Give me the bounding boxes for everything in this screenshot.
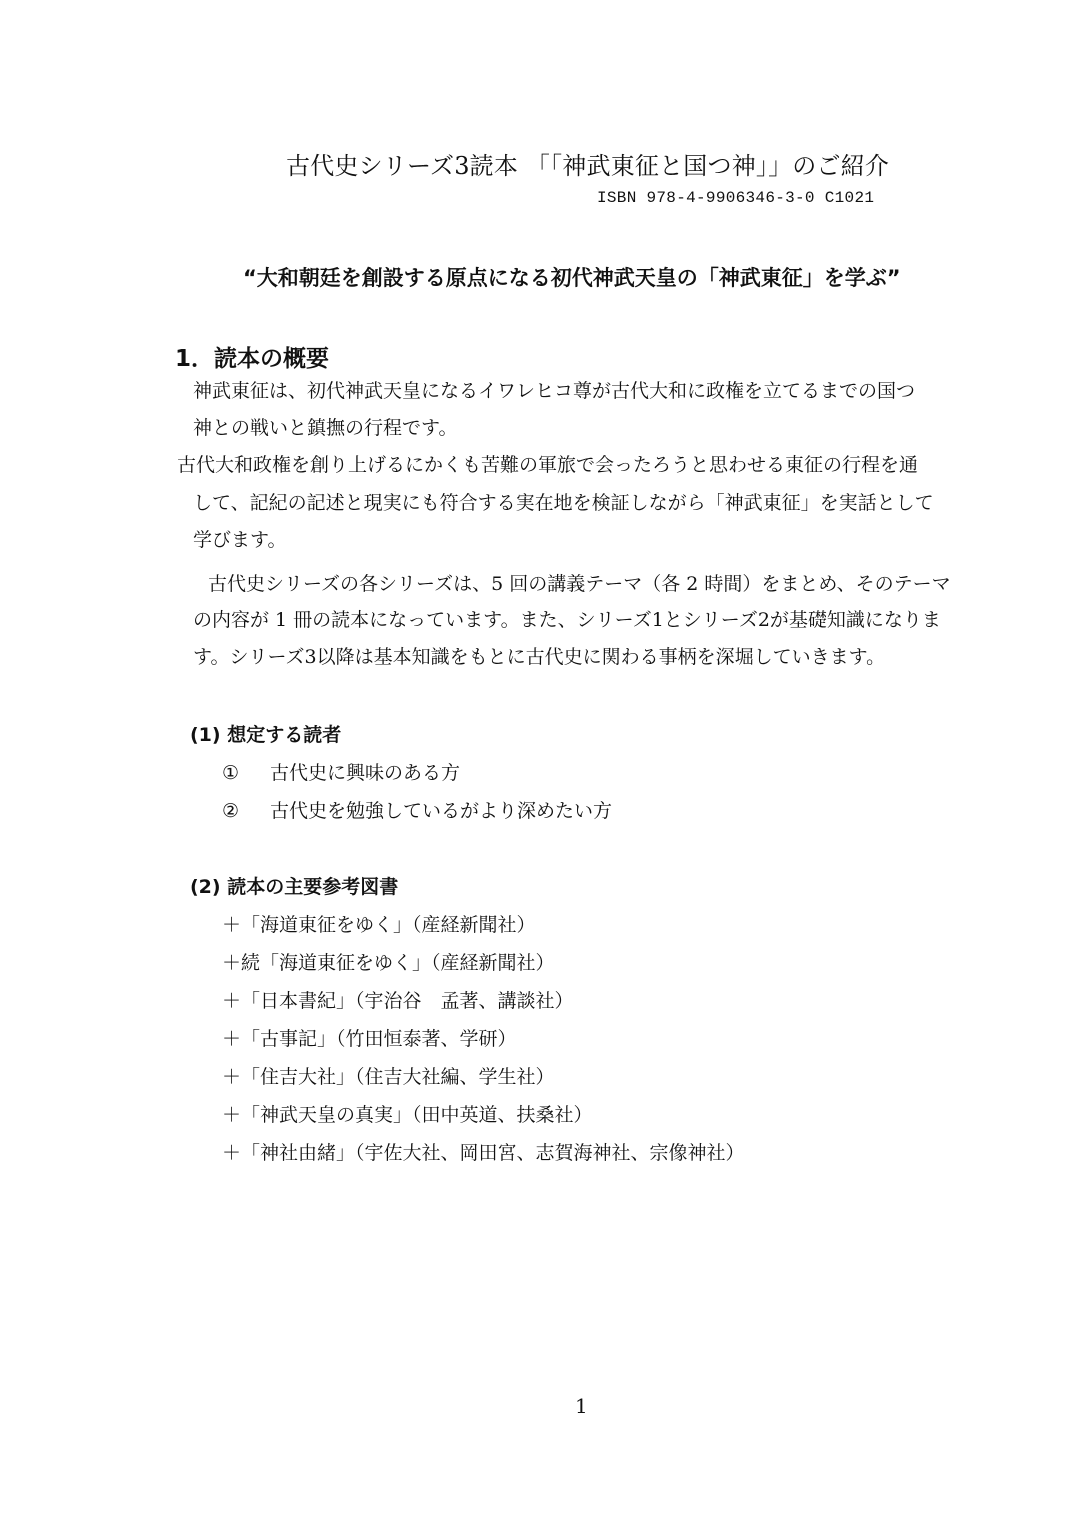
overview-line-3: 古代大和政権を創り上げるにかくも苦難の軍旅で会ったろうと思わせる東征の行程を通	[177, 454, 919, 476]
overview-line-1: 神武東征は、初代神武天皇になるイワレヒコ尊が古代大和に政権を立てるまでの国つ	[193, 380, 916, 402]
document-subtitle: “大和朝廷を創設する原点になる初代神武天皇の「神武東征」を学ぶ”	[243, 266, 901, 290]
section-heading-overview: 1．読本の概要	[175, 346, 330, 372]
overview-line-7: の内容が 1 冊の読本になっています。また、シリーズ1とシリーズ2が基礎知識になりま	[193, 609, 941, 631]
reference-item: ＋「住吉大社」（住吉大社編、学生社）	[222, 1066, 555, 1088]
page-number: 1	[575, 1394, 588, 1418]
reader-item-marker: ②	[222, 800, 240, 822]
overview-line-4: して、記紀の記述と現実にも符合する実在地を検証しながら「神武東征」を実話として	[193, 492, 934, 514]
reference-item: ＋「神社由緒」（宇佐大社、岡田宮、志賀海神社、宗像神社）	[222, 1142, 745, 1164]
reader-item-marker: ①	[222, 762, 240, 784]
document-title: 古代史シリーズ3読本 「「神武東征と国つ神」」のご紹介	[286, 152, 890, 180]
reference-item: ＋続「海道東征をゆく」（産経新聞社）	[222, 952, 555, 974]
reader-item-text: 古代史を勉強しているがより深めたい方	[270, 800, 613, 822]
reference-item: ＋「日本書紀」（宇治谷 孟著、講談社）	[222, 990, 574, 1012]
reader-item-text: 古代史に興味のある方	[270, 762, 461, 784]
reader-item	[222, 796, 612, 823]
readers-heading: (1) 想定する読者	[190, 724, 342, 746]
overview-line-5: 学びます。	[193, 529, 287, 551]
overview-line-2: 神との戦いと鎮撫の行程です。	[193, 417, 458, 439]
reference-item: ＋「古事記」（竹田恒泰著、学研）	[222, 1028, 517, 1050]
reference-item: ＋「神武天皇の真実」（田中英道、扶桑社）	[222, 1104, 593, 1126]
isbn-code: ISBN 978-4-9906346-3-0 C1021	[597, 189, 875, 207]
references-heading: (2) 読本の主要参考図書	[190, 876, 399, 898]
overview-line-6: 古代史シリーズの各シリーズは、5 回の講義テーマ（各 2 時間）をまとめ、そのテーマ	[208, 573, 951, 595]
reader-item	[222, 758, 460, 785]
reference-item: ＋「海道東征をゆく」（産経新聞社）	[222, 914, 536, 936]
overview-line-8: す。シリーズ3以降は基本知識をもとに古代史に関わる事柄を深堀していきます。	[193, 646, 886, 668]
